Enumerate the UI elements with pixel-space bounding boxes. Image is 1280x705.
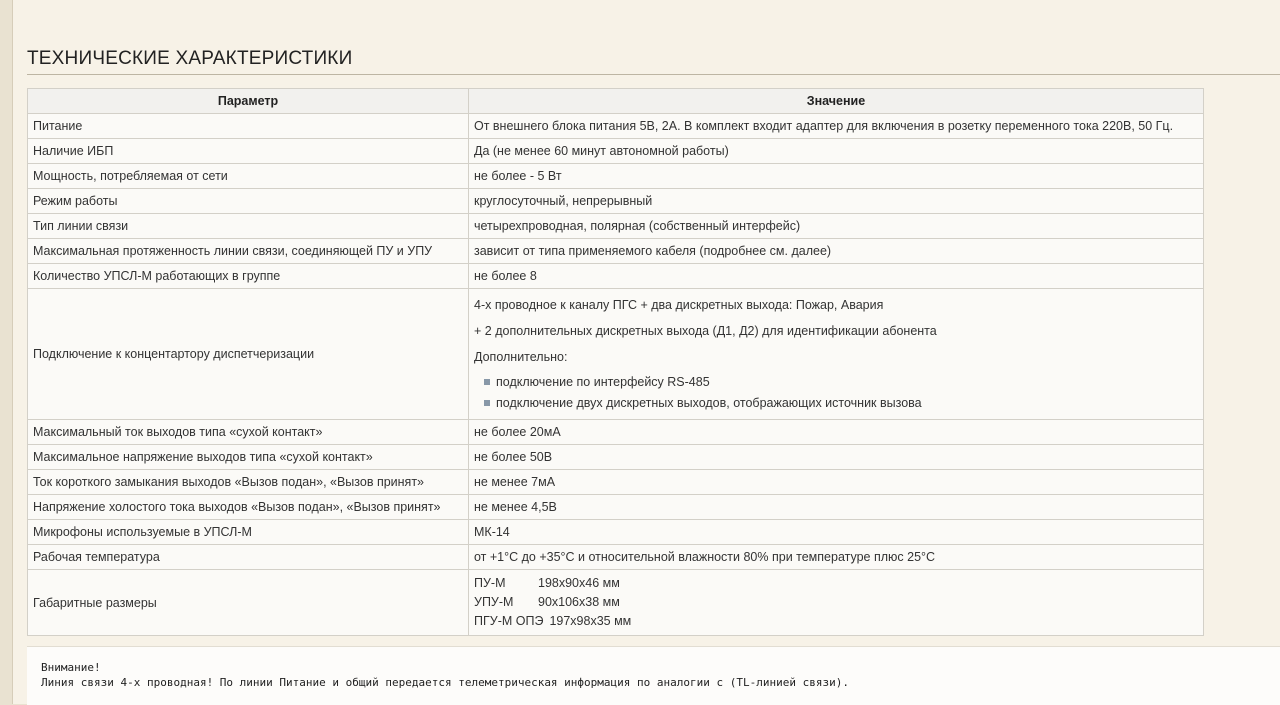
value-cell: от +1°С до +35°С и относительной влажности 80% при температуре плюс 25°С — [469, 545, 1204, 570]
list-item — [484, 393, 1198, 414]
table-row — [28, 264, 1204, 289]
param-cell: Напряжение холостого тока выходов «Вызов подан», «Вызов принят» — [28, 495, 469, 520]
table-row — [28, 239, 1204, 264]
notice-heading: Внимание! — [41, 661, 101, 674]
dimension-line — [474, 574, 1198, 593]
content-page — [12, 0, 1280, 704]
table-row — [28, 289, 1204, 420]
param-cell: Мощность, потребляемая от сети — [28, 164, 469, 189]
list-item-text: подключение по интерфейсу RS-485 — [496, 375, 710, 389]
table-row — [28, 545, 1204, 570]
square-bullet-icon — [484, 379, 490, 385]
value-cell: не более 20мА — [469, 420, 1204, 445]
table-row — [28, 495, 1204, 520]
param-cell: Питание — [28, 114, 469, 139]
square-bullet-icon — [484, 400, 490, 406]
table-row — [28, 164, 1204, 189]
param-cell: Микрофоны используемые в УПСЛ-М — [28, 520, 469, 545]
list-item — [484, 372, 1198, 393]
table-row — [28, 189, 1204, 214]
title-divider — [27, 74, 1280, 75]
param-cell: Максимальное напряжение выходов типа «сухой контакт» — [28, 445, 469, 470]
param-cell: Количество УПСЛ-М работающих в группе — [28, 264, 469, 289]
value-cell: От внешнего блока питания 5В, 2А. В комплект входит адаптер для включения в розетку переменного тока 220В, 50 Гц. — [469, 114, 1204, 139]
header-parameter: Параметр — [28, 89, 469, 114]
device-size: 197х98х35 мм — [549, 614, 632, 628]
value-cell: не более - 5 Вт — [469, 164, 1204, 189]
table-row — [28, 139, 1204, 164]
dimensions-list — [474, 570, 1198, 635]
list-item-text: подключение двух дискретных выходов, отображающих источник вызова — [496, 396, 922, 410]
table-row — [28, 114, 1204, 139]
value-line: + 2 дополнительных дискретных выхода (Д1, Д2) для идентификации абонента — [474, 324, 937, 338]
dimension-line — [474, 612, 1198, 631]
param-cell: Тип линии связи — [28, 214, 469, 239]
value-cell: круглосуточный, непрерывный — [469, 189, 1204, 214]
value-cell: зависит от типа применяемого кабеля (подробнее см. далее) — [469, 239, 1204, 264]
table-header-row — [28, 89, 1204, 114]
param-cell: Режим работы — [28, 189, 469, 214]
param-cell: Максимальная протяженность линии связи, соединяющей ПУ и УПУ — [28, 239, 469, 264]
device-name: ПУ-М — [474, 576, 506, 590]
param-cell: Максимальный ток выходов типа «сухой контакт» — [28, 420, 469, 445]
table-row — [28, 445, 1204, 470]
value-cell — [469, 289, 1204, 420]
value-cell: Да (не менее 60 минут автономной работы) — [469, 139, 1204, 164]
dimension-line — [474, 593, 1198, 612]
notice-block — [27, 646, 1280, 705]
table-row — [28, 570, 1204, 636]
value-cell: не более 50В — [469, 445, 1204, 470]
device-size: 90х106х38 мм — [538, 595, 620, 609]
value-cell — [469, 570, 1204, 636]
header-value: Значение — [469, 89, 1204, 114]
table-row — [28, 520, 1204, 545]
param-cell: Ток короткого замыкания выходов «Вызов подан», «Вызов принят» — [28, 470, 469, 495]
param-cell: Наличие ИБП — [28, 139, 469, 164]
page-title: ТЕХНИЧЕСКИЕ ХАРАКТЕРИСТИКИ — [27, 48, 353, 69]
param-cell: Рабочая температура — [28, 545, 469, 570]
specs-table — [27, 88, 1204, 636]
device-size: 198х90х46 мм — [538, 576, 620, 590]
value-cell: четырехпроводная, полярная (собственный интерфейс) — [469, 214, 1204, 239]
value-cell: не менее 7мА — [469, 470, 1204, 495]
notice-text: Линия связи 4-х проводная! По линии Питание и общий передается телеметрическая информация по аналогии с (TL-линией связи). — [41, 676, 849, 689]
table-row — [28, 214, 1204, 239]
device-name: УПУ-М — [474, 595, 514, 609]
value-line: 4-х проводное к каналу ПГС + два дискретных выхода: Пожар, Авария — [474, 298, 884, 312]
table-row — [28, 470, 1204, 495]
param-cell: Габаритные размеры — [28, 570, 469, 636]
device-name: ПГУ-М ОПЭ — [474, 614, 544, 628]
param-cell: Подключение к концентартору диспетчеризации — [28, 289, 469, 420]
value-cell: не более 8 — [469, 264, 1204, 289]
value-cell: МК-14 — [469, 520, 1204, 545]
bullet-list — [474, 372, 1198, 414]
value-line: Дополнительно: — [474, 350, 568, 364]
table-row — [28, 420, 1204, 445]
value-cell: не менее 4,5В — [469, 495, 1204, 520]
